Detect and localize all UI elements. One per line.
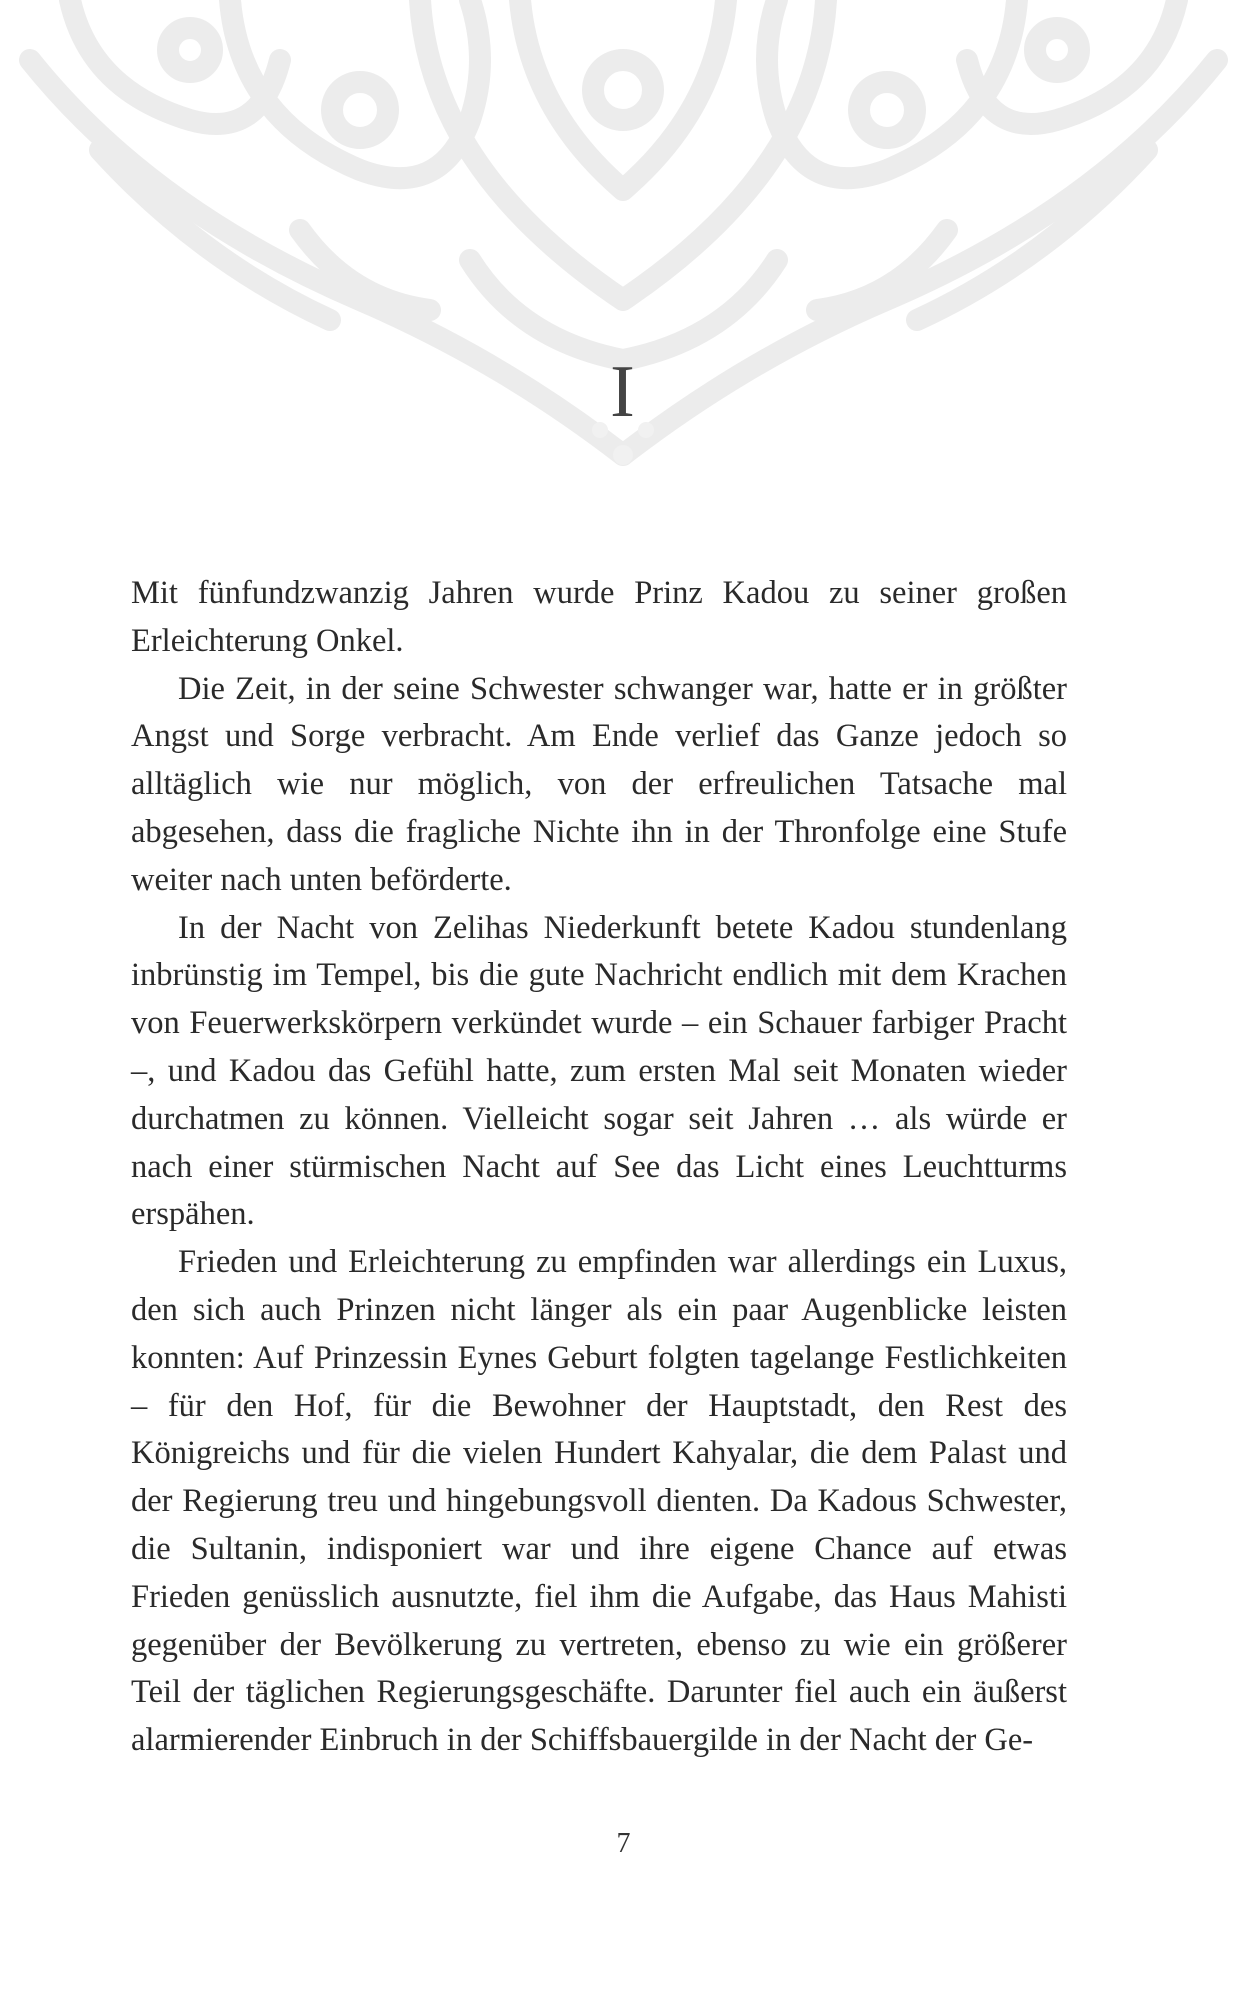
paragraph: Frieden und Erleichterung zu empfinden war allerdings ein Luxus, den sich auch Prinzen nicht länger als ein paar Augenblicke leisten konnten: Auf Prinzessin Eynes Geburt folgten tagelange Festlichkeiten – für den Hof, für die Bewohner der Hauptstadt, den Rest des Königreichs und für die vielen Hundert Kahyalar, die dem Palast und der Regierung treu und hingebungsvoll dienten. Da Kadous Schwester, die Sultanin, indisponiert war und ihre eigene Chance auf etwas Frieden genüsslich ausnutzte, fiel ihm die Aufgabe, das Haus Mahisti gegenüber der Bevölkerung zu vertreten, ebenso zu wie ein größerer Teil der täglichen Regierungsgeschäfte. Darunter fiel auch ein äußerst alarmierender Einbruch in der Schiffsbauergilde in der Nacht der Ge- [131, 1244, 1067, 1759]
paragraph: In der Nacht von Zelihas Niederkunft betete Kadou stundenlang inbrünstig im Tempel, bis die gute Nachricht endlich mit dem Krachen von Feuerwerkskörpern verkündet wurde – ein Schauer farbiger Pracht –, und Kadou das Gefühl hatte, zum ersten Mal seit Monaten wieder durchatmen zu können. Vielleicht sogar seit Jahren … als würde er nach einer stürmischen Nacht auf See das Licht eines Leuchtturms erspähen. [131, 909, 1067, 1233]
paragraph: Die Zeit, in der seine Schwester schwanger war, hatte er in größter Angst und Sorge verbracht. Am Ende verlief das Ganze jedoch so alltäglich wie nur möglich, von der erfreulichen Tatsache mal abgesehen, dass die fragliche Nichte ihn in der Thronfolge eine Stufe weiter nach unten beförderte. [131, 670, 1067, 898]
chapter-numeral: I [610, 351, 637, 433]
body-text [131, 570, 1067, 1765]
page-number: 7 [616, 1828, 631, 1859]
paragraph: Mit fünfundzwanzig Jahren wurde Prinz Kadou zu seiner großen Erleichterung Onkel. [131, 575, 1067, 659]
